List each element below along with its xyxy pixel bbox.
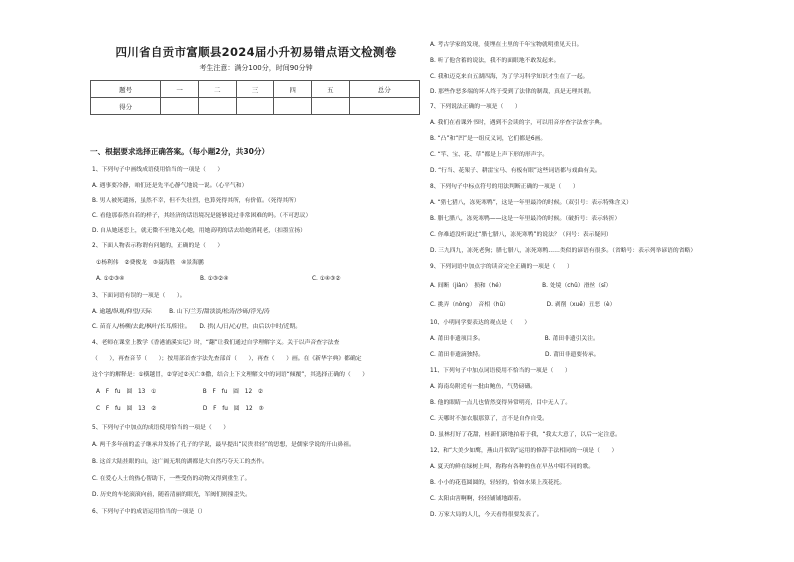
question-line: D. 虽林打好了花甜，桂新们新地拍着于我，“我太大意了，以后一定注意。	[430, 432, 621, 438]
question-line: B. 男人被死谴扬，虽然不幸，但不失壮烈，也算死得其所，有价值。（死得其所）	[92, 198, 300, 204]
question-line: 9、下列词语中加点字的读音完全正确的一项是（ ）	[430, 264, 573, 270]
question-line: D. “行当、花架子、耕雷宝马、有板有眼”这些词语都与戏曲有关。	[430, 168, 601, 174]
question-line: A F fu 圆 13 ① B F fu 圆 12 ②	[96, 389, 264, 395]
question-line: D. 自从她迷恋上，就无微不至地关心她，用她高明的话去给她消耗老，（扣墨宣扬）	[92, 228, 306, 234]
question-line: B. 他的眼睛一点儿也情然变得异常明亮，目中无人了。	[430, 400, 571, 406]
score-header-cell: 二	[198, 81, 236, 98]
question-line: C. 你难道没听说过“腊七腊八，冻死寒鸭”的说法？（问号：表示疑问）	[430, 232, 612, 238]
score-header-cell: 题号	[91, 81, 161, 98]
question-line: D. 那些作恶多端的坏人终于受到了法律的制裁，真是无理其谓。	[430, 89, 595, 95]
question-line: 6、下列句子中的成语运用恰当的一项是（）	[92, 509, 206, 515]
question-line: A. 两千多年前的孟子继承并发扬了孔子的学说，最早提出“民贵君轻”的思想，是儒家学说的开山鼻祖。	[92, 442, 355, 448]
score-header-row	[91, 81, 420, 98]
exam-notice: 考生注意：满分100分，时间90分钟	[199, 64, 313, 72]
question-line: 8、下列句子中标点符号的用法判断正确的一项是（ ）	[430, 184, 579, 190]
question-line: C. 我和迈克来自五湖四海，为了学习科学知识才生在了一起。	[430, 74, 589, 80]
question-line: A. 遇事要冷静，咱们还是先平心静气地说一说。（心平气和）	[92, 183, 248, 189]
section-heading: 一、根据要求选择正确答案。（每小题2分，共30分）	[90, 147, 270, 156]
question-line: A. 逾越/纵观/仰望/天际 B. 山下/兰芳/甜淡淡/松涛/沙砾/浮光/涛	[92, 309, 270, 315]
question-line: A. 间断（jiàn） 损和（hé） B. 处境（chǔ）滑丝（sī）	[430, 283, 612, 289]
question-line: A. 夏天的鲜在绿树上叫，称称有各种的鱼在早丛中唱不同的歌。	[430, 464, 595, 470]
option-text: C. ①④③②	[312, 276, 341, 282]
score-cell[interactable]	[349, 98, 419, 115]
question-line: ①杨利伟 ②费俊龙 ③聂海胜 ④景海鹏	[96, 260, 204, 266]
question-line: D. 万家大局的人儿，今天看得很要发表了。	[430, 512, 543, 518]
question-line: B. 这首大陆挂眼的山，这广阔无垠的湖都是大自然巧夺天工的杰作。	[92, 459, 268, 465]
question-line: C. 挑弄（nòng） 音相（hū） D. 剥削（xuē）丑恶（è）	[430, 302, 616, 308]
question-line: A. 莆田非遗项目多。 B. 莆田非遗引关注。	[430, 336, 599, 342]
option-text: B. ①③②④	[200, 276, 229, 282]
question-line: B. “凸”和“凹”是一组反义词，它们都是6画。	[430, 136, 547, 142]
question-line: A. “猎七猎八，冻死寒鸭”，这是一年里最冷的时候。（双引号：表示特殊含义）	[430, 200, 632, 206]
question-line: C. 莆田非遗滴独特。 D. 莆田非遗要传承。	[430, 352, 600, 358]
page-title: 四川省自贡市富顺县2024届小升初易错点语文检测卷	[115, 45, 397, 59]
question-line: D. 三九四九，冻死老狗；腊七腊八，冻死寒鸭……类似的谚语有很多。（省略号：表示列举谚语的省略）	[430, 248, 697, 254]
question-line: A. 海南岛附近有一批由鲍鱼，气势磅礴。	[430, 384, 537, 390]
question-line: A. 我们在看课外书时，遇到不会读的字，可以用音序查字法查字典。	[430, 120, 606, 126]
score-header-cell: 五	[311, 81, 349, 98]
question-line: （ ），再查音节（ ）；按用部首查字法先查部首（ ），再查（ ）画。在《新华字典》都确定	[92, 356, 362, 362]
question-line: B. 腊七腊八，冻死寒鸭——这是一年里最冷的时候。（破折号：表示转折）	[430, 216, 621, 222]
question-line: 3、下面词语有误的一项是（ ）。	[92, 293, 186, 299]
score-header-cell: 四	[274, 81, 312, 98]
question-line: 2、下面人物表示称谓有问题的，正确的是（ ）	[92, 243, 224, 249]
score-cell[interactable]	[198, 98, 236, 115]
score-header-cell: 总分	[349, 81, 419, 98]
question-line: C. 太阳由害啊啊，轻轻铺铺地跟着。	[430, 496, 525, 502]
question-line: 5、下列句子中加点的成语使用恰当的一项是（ ）	[92, 425, 230, 431]
question-line: 11、下列句子中加点词语使用不恰当的一项是（ ）	[430, 368, 571, 374]
score-header-cell: 一	[161, 81, 199, 98]
question-line: 12、和“大美少如鹰，燕山月似钩”运用的修辞手法相同的一项是（ ）	[430, 448, 618, 454]
score-header-cell: 三	[236, 81, 274, 98]
question-line: C. 苗育人/杨柳/去此/枫叶/长耳/阳住。 D. 拱(人/日/心(/世，由后以中时/近期。	[92, 324, 301, 330]
question-line: C. 在爱心人士的热心帮助下，一些受伤的动物又得到重生了。	[92, 476, 251, 482]
question-line: C. “竿、宝、花、草”都是上声下形的形声字。	[430, 152, 549, 158]
score-cell[interactable]	[236, 98, 274, 115]
question-line: D. 历史的车轮滚滚向前，随着清丽的眼光，军阀们则撞歪失。	[92, 492, 251, 498]
score-cell[interactable]	[161, 98, 199, 115]
question-line: 1、下列句子中画线成语使用恰当的一项是（ ）	[92, 167, 224, 173]
question-line: C. 天哪时不加衣服那算了，言不是自作自受。	[430, 416, 548, 422]
score-cell[interactable]	[311, 98, 349, 115]
question-line: C. 看他那泰然自若的样子，其经济的话语境况是能够说过非常困难的吗。（不可思议）	[92, 213, 312, 219]
option-text: A. ①②③④	[96, 276, 125, 282]
score-table	[90, 80, 420, 115]
score-row	[91, 98, 420, 115]
question-line: 7、下列说法正确的一项是（ ）	[430, 104, 521, 110]
score-cell[interactable]	[274, 98, 312, 115]
question-line: B. 小小的花苞圆圆的，轻轻的，恰如水果上茂花托。	[430, 480, 566, 486]
question-line: C F fu 圆 13 ② D F fu 圆 12 ③	[96, 406, 264, 412]
question-line: 这个字的解释是：①横越冒，②穿过②灭亡③撒，结合上下文理解文中的词语“倾覆”，其选择正确的（ ）	[92, 372, 369, 378]
score-row-label: 得分	[91, 98, 161, 115]
question-line: A. 考古学家的发现，使埋在土里的千年宝物就明重见天日。	[430, 42, 583, 48]
question-line: 4、老师在课堂上教学《香港浦溪实记》时，“翻”让我们通过自学理解字义。关于以声音查字法查	[92, 340, 340, 346]
question-line: B. 听了他含蓄的说法，我不的面眼地不敢发起来。	[430, 58, 560, 64]
question-line: 10、小明同学要表达的观点是（ ）	[430, 320, 531, 326]
